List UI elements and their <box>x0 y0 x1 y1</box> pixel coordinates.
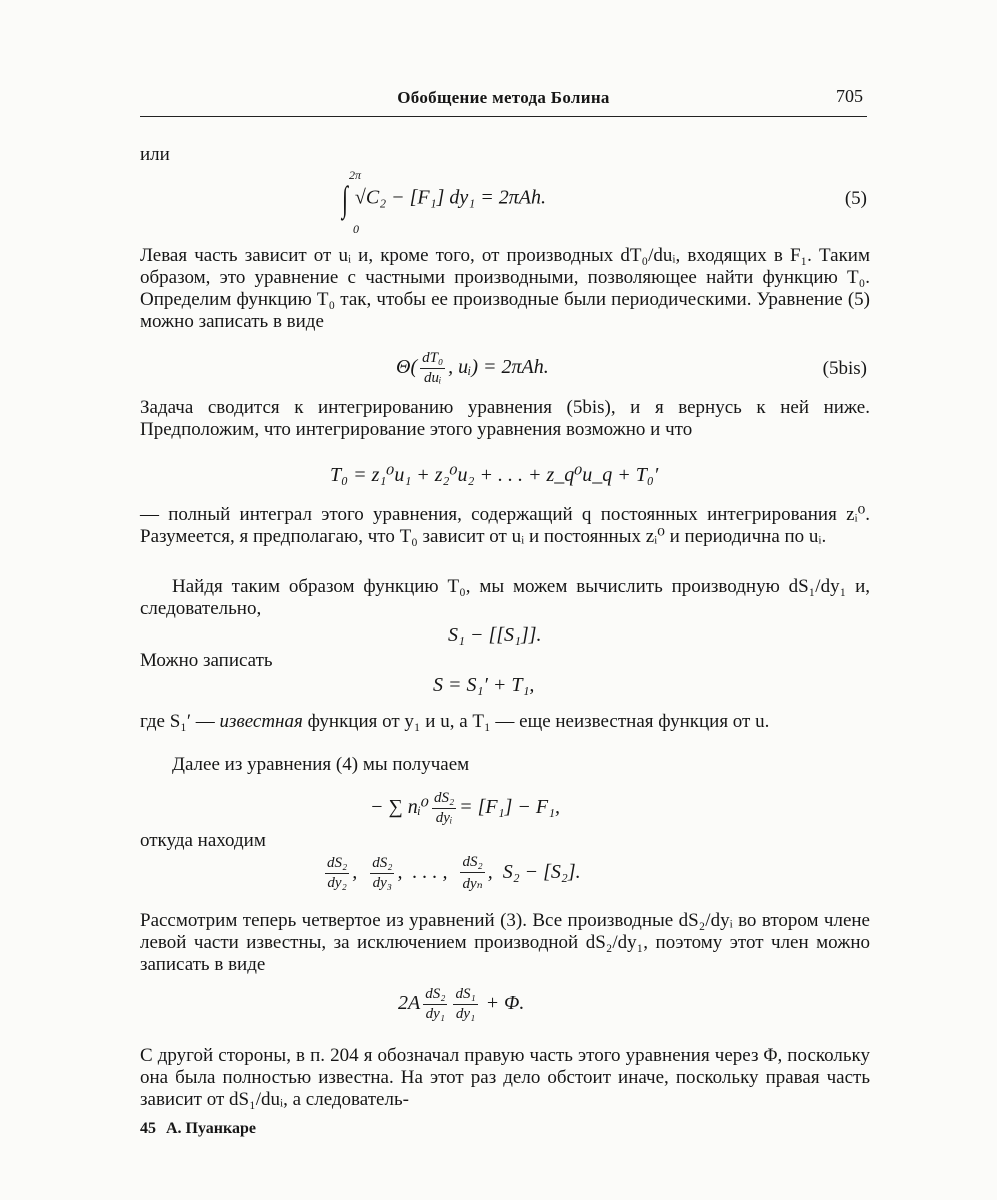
equation-5bis-rest: , uᵢ) = 2πAh. <box>448 356 549 379</box>
emphasis-known: известная <box>219 711 303 732</box>
text-whence: откуда находим <box>140 830 266 851</box>
fraction-dS2-dy3 <box>370 855 394 892</box>
fraction-dS2-dyn <box>460 854 484 893</box>
fraction-dT0-dui <box>420 350 445 387</box>
equation-phi <box>398 986 524 1023</box>
paragraph-1: Левая часть зависит от uᵢ и, кроме того, от производных dT₀/duᵢ, входящих в F₁. Таким образом, это уравнение с частными производными, позволяющее найти функцию T₀. Определим функцию T₀ так, чтобы ее производные были периодическими. Уравнение (5) можно записать в виде <box>140 245 870 332</box>
paragraph-6: Далее из уравнения (4) мы получаем <box>172 754 470 775</box>
fraction-dS2-dy1 <box>423 986 447 1023</box>
paragraph-5-end: функция от y₁ и u, а T₁ — еще неизвестная функция от u. <box>302 711 770 732</box>
integral-lower-limit: 0 <box>353 222 359 236</box>
fraction-denominator: dyᵢ <box>435 810 453 826</box>
equation-S: S = S₁′ + T₁, <box>433 674 535 696</box>
fraction-dS1-dy1 <box>453 986 477 1023</box>
fraction-numerator: dS₂ <box>325 855 349 874</box>
equation-sum <box>370 790 560 827</box>
signature-mark: 45 <box>140 1120 156 1137</box>
equation-phi-tail: + Φ. <box>485 992 525 1015</box>
fraction-numerator: dS₁ <box>453 986 477 1005</box>
fraction-dS2-dyi <box>432 790 456 827</box>
fraction-denominator: dyₙ <box>462 876 483 892</box>
equation-derivatives-tail: S₂ − [S₂]. <box>502 861 581 884</box>
paragraph-5 <box>140 711 870 733</box>
running-title: Обобщение метода Болина <box>397 88 610 107</box>
text-can-write: Можно записать <box>140 650 273 671</box>
footer-author: А. Пуанкаре <box>166 1120 256 1137</box>
fraction-denominator: dy₁ <box>425 1006 446 1022</box>
equation-5bis-lhs: Θ( <box>396 356 418 379</box>
fraction-numerator: dS₂ <box>460 854 484 873</box>
integral-sign-icon: ∫ <box>341 179 348 219</box>
paragraph-4: Найдя таким образом функцию T₀, мы можем вычислить производную dS₁/dy₁ и, следовательно, <box>140 576 870 619</box>
integral-upper-limit: 2π <box>349 168 362 182</box>
paragraph-8: С другой стороны, в п. 204 я обозначал правую часть этого уравнения через Φ, поскольку она была полностью известна. На этот раз дело обстоит иначе, поскольку правая часть зависит от dS₁/duᵢ, а следователь- <box>140 1045 870 1110</box>
connector-word-or: или <box>140 144 170 165</box>
equation-5bis <box>396 350 549 387</box>
fraction-denominator: dy₁ <box>455 1006 476 1022</box>
fraction-numerator: dS₂ <box>370 855 394 874</box>
paragraph-5-start: где S₁′ — <box>140 711 220 732</box>
equation-5 <box>340 178 546 220</box>
equation-5bis-number: (5bis) <box>822 358 867 379</box>
fraction-dS2-dy2 <box>325 855 349 892</box>
ellipsis: . . . , <box>412 861 448 884</box>
equation-5-number: (5) <box>844 188 867 209</box>
fraction-denominator: dy₃ <box>372 875 393 891</box>
paragraph-3: — полный интеграл этого уравнения, содержащий q постоянных интегрирования zᵢ⁰. Разумеется, я предполагаю, что T₀ зависит от uᵢ и постоянных zᵢ⁰ и периодична по uᵢ. <box>140 504 870 547</box>
equation-5-body: √C₂ − [F₁] dy₁ = 2πAh. <box>354 186 546 209</box>
fraction-numerator: dS₂ <box>432 790 456 809</box>
fraction-denominator: duᵢ <box>423 370 442 386</box>
equation-T0: T₀ = z₁⁰u₁ + z₂⁰u₂ + . . . + z_q⁰u_q + T₀′ <box>330 464 659 486</box>
page-footer <box>140 1120 256 1138</box>
equation-phi-coef: 2A <box>398 992 421 1015</box>
fraction-denominator: dy₂ <box>327 875 347 891</box>
equation-sum-rhs: = [F₁] − F₁, <box>459 796 561 819</box>
equation-sum-lhs: − ∑ nᵢ⁰ <box>370 796 429 819</box>
paragraph-7: Рассмотрим теперь четвертое из уравнений (3). Все производные dS₂/dyᵢ во втором члене левой части известны, за исключением производной dS₂/dy₁, поэтому этот член можно записать в виде <box>140 910 870 975</box>
fraction-numerator: dS₂ <box>423 986 447 1005</box>
page-header <box>140 86 867 117</box>
equation-derivatives: $\frac{\text{dS₂}}{\text{dy₂}}$ , $\frac{\text{dS₂}}{\text{dy₃}}$ , . . . , $\frac{\text{dS₂}}{\text{dyₙ}}$ , S₂ − [S₂]. <box>327 854 581 892</box>
fraction-numerator: dT₀ <box>420 350 445 369</box>
equation-S1: S₁ − [[S₁]]. <box>448 624 542 646</box>
paragraph-2: Задача сводится к интегрированию уравнения (5bis), и я вернусь к ней ниже. Предположим, что интегрирование этого уравнения возможно и что <box>140 397 870 440</box>
page-number: 705 <box>836 86 863 106</box>
